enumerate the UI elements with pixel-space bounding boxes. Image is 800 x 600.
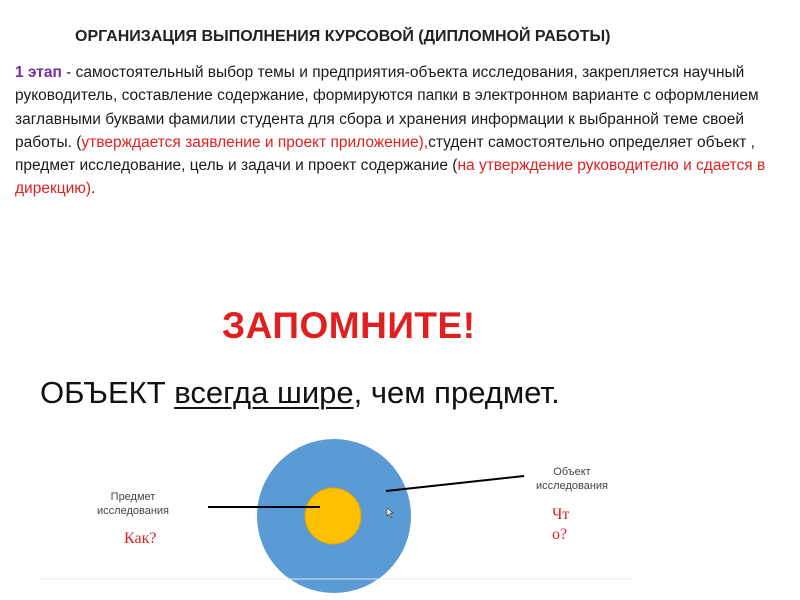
statement-part-1: ОБЪЕКТ — [40, 375, 175, 410]
how-question: Как? — [124, 530, 157, 547]
object-pointer-line — [386, 476, 524, 491]
subject-circle — [305, 488, 361, 544]
subject-label: Предмет исследования — [97, 491, 169, 517]
statement-underlined: всегда шире — [174, 375, 354, 410]
stage-text-part-1: - самостоятельный выбор темы и предприятия-объекта исследования, закрепляется научный руководитель, составление содержание, формируются папки в электронном варианте с оформлением заглавными буквами фамилии студента для сбора и хранения информации к выбранной теме своей работы. ( — [15, 64, 759, 151]
slide-title: ОРГАНИЗАЦИЯ ВЫПОЛНЕНИЯ КУРСОВОЙ (ДИПЛОМНОЙ РАБОТЫ) — [75, 28, 611, 45]
stage-text-part-2: студент самостоятельно определяет объект , предмет исследование, цель и задачи и проект содержание ( — [15, 133, 755, 175]
stage-text-part-3: . — [91, 180, 96, 198]
remember-heading: ЗАПОМНИТЕ! — [222, 305, 476, 346]
stage-highlight-2: на утверждение руководителю и сдается в дирекцию) — [15, 157, 766, 198]
object-label: Объект исследования — [536, 466, 608, 492]
what-question: Что? — [552, 506, 570, 543]
stage-label: 1 этап — [15, 64, 62, 81]
statement-part-2: , чем предмет. — [353, 375, 560, 410]
stage-highlight-1: утверждается заявление и проект приложение), — [81, 133, 429, 151]
